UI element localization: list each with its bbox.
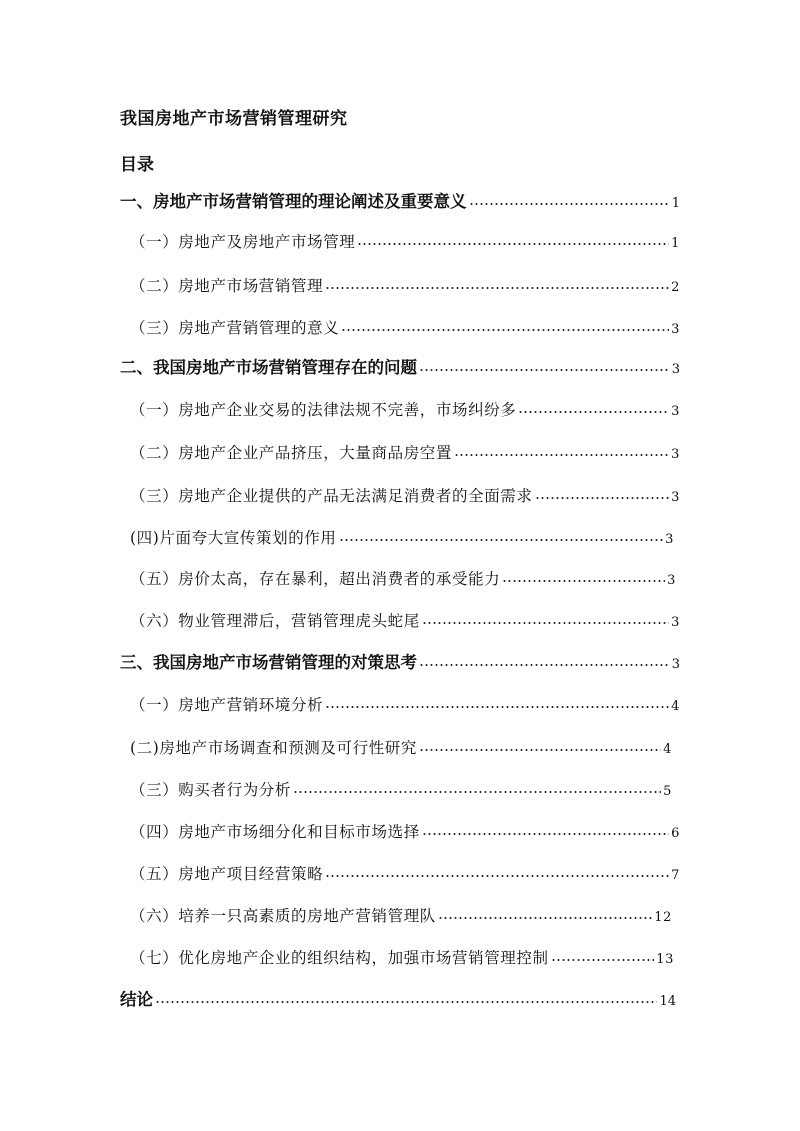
dot-leader [535,497,670,499]
dot-leader [422,833,669,835]
toc-entry-label: （二）房地产企业产品挤压，大量商品房空置 [130,444,453,462]
dot-leader [325,875,669,877]
dot-leader [469,203,670,205]
toc-section-entry[interactable] [130,274,680,298]
dot-leader [293,791,661,793]
toc-page-number: 12 [654,910,672,925]
toc-page-number: 3 [667,573,676,588]
toc-chapter-entry[interactable] [120,651,680,675]
dot-leader [454,454,669,456]
toc-page-number: 3 [671,362,680,377]
dot-leader [341,329,669,331]
toc-page-number: 3 [671,490,680,505]
toc-page-number: 3 [671,615,680,630]
toc-chapter-entry[interactable] [120,988,676,1012]
toc-section-entry[interactable] [130,484,680,508]
dot-leader [438,917,652,919]
toc-section-entry[interactable] [130,778,672,802]
toc-entry-label: （四）房地产市场细分化和目标市场选择 [130,823,420,841]
toc-page-number: 3 [671,447,680,462]
toc-page-number: 1 [671,196,680,211]
toc-entry-label: （二）房地产市场营销管理 [130,277,324,295]
toc-page-number: 7 [671,868,680,883]
toc-page-number: 3 [671,657,680,672]
toc-entry-label: （三）购买者行为分析 [130,781,292,799]
document-title: 我国房地产市场营销管理研究 [120,109,348,129]
toc-section-entry[interactable] [130,820,680,844]
toc-entry-label: (二)房地产市场调查和预测及可行性研究 [130,739,417,757]
toc-page-number: 1 [671,236,680,251]
toc-entry-label: （一）房地产营销环境分析 [130,696,324,714]
dot-leader [419,664,670,666]
toc-entry-label: 结论 [120,990,153,1009]
dot-leader [339,539,664,541]
dot-leader [422,622,669,624]
toc-section-entry[interactable] [130,316,680,340]
dot-leader [419,369,670,371]
toc-section-entry[interactable] [130,230,680,254]
toc-section-entry[interactable] [130,904,672,928]
dot-leader [155,1001,657,1003]
toc-entry-label: 三、我国房地产市场营销管理的对策思考 [120,653,417,672]
dot-leader [357,243,669,245]
toc-page-number: 14 [659,994,676,1009]
toc-page-number: 4 [671,699,680,714]
toc-page-number: 3 [671,322,680,337]
dot-leader [325,706,669,708]
toc-chapter-entry[interactable] [120,190,680,214]
dot-leader [325,287,669,289]
toc-entry-label: （六）物业管理滞后，营销管理虎头蛇尾 [130,612,420,630]
toc-page-number: 4 [663,742,672,757]
toc-heading: 目录 [120,155,154,175]
toc-section-entry[interactable] [130,567,676,591]
toc-entry-label: （三）房地产企业提供的产品无法满足消费者的全面需求 [130,487,533,505]
toc-entry-label: （一）房地产企业交易的法律法规不完善，市场纠纷多 [130,401,517,419]
toc-entry-label: (四)片面夸大宣传策划的作用 [130,529,337,547]
toc-entry-label: （一）房地产及房地产市场管理 [130,233,356,251]
toc-entry-label: 二、我国房地产市场营销管理存在的问题 [120,358,417,377]
toc-entry-label: （七）优化房地产企业的组织结构，加强市场营销管理控制 [130,949,549,967]
toc-page-number: 2 [671,280,680,295]
toc-page-number: 3 [665,532,674,547]
toc-page-number: 5 [663,784,672,799]
toc-section-entry[interactable] [130,862,680,886]
toc-section-entry[interactable] [130,693,680,717]
toc-entry-label: （三）房地产营销管理的意义 [130,319,340,337]
toc-entry-label: （六）培养一只高素质的房地产营销管理队 [130,907,436,925]
toc-chapter-entry[interactable] [120,356,680,380]
toc-page-number: 13 [656,952,674,967]
toc-page-number: 6 [671,826,680,841]
dot-leader [502,580,665,582]
dot-leader [518,411,669,413]
toc-section-entry[interactable] [130,526,674,550]
toc-section-entry[interactable] [130,736,672,760]
dot-leader [419,749,661,751]
toc-section-entry[interactable] [130,441,680,465]
dot-leader [551,959,655,961]
toc-entry-label: （五）房价太高，存在暴利，超出消费者的承受能力 [130,570,501,588]
toc-section-entry[interactable] [130,398,680,422]
toc-entry-label: 一、房地产市场营销管理的理论阐述及重要意义 [120,192,467,211]
toc-section-entry[interactable] [130,609,680,633]
toc-section-entry[interactable] [130,946,674,970]
toc-page-number: 3 [671,404,680,419]
toc-entry-label: （五）房地产项目经营策略 [130,865,324,883]
